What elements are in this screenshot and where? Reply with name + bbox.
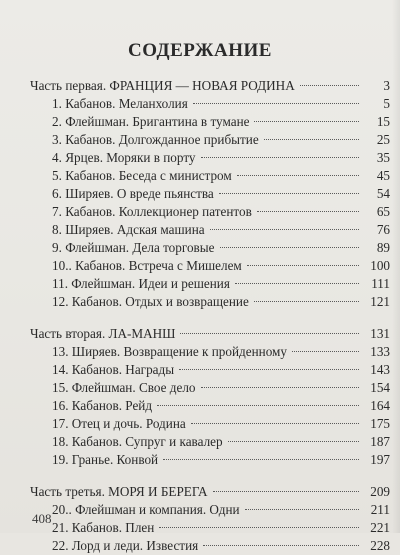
page-ref: 76 bbox=[376, 222, 390, 237]
leader-dots bbox=[201, 157, 360, 158]
leader-dots bbox=[245, 509, 359, 510]
leader-dots bbox=[220, 247, 360, 248]
chapter-title: 17. Отец и дочь. Родина bbox=[52, 416, 186, 431]
page-ref: 143 bbox=[370, 362, 390, 377]
toc-chapter bbox=[30, 451, 390, 469]
page-ref: 121 bbox=[370, 294, 390, 309]
chapter-title: 1. Кабанов. Меланхолия bbox=[52, 96, 188, 111]
toc-chapter bbox=[30, 257, 390, 275]
chapter-title: 16. Кабанов. Рейд bbox=[52, 398, 153, 413]
toc-chapter bbox=[30, 293, 390, 311]
toc-part bbox=[30, 483, 390, 501]
page-ref: 89 bbox=[376, 240, 390, 255]
leader-dots bbox=[235, 283, 359, 284]
page-ref: 45 bbox=[376, 168, 390, 183]
chapter-title: 13. Ширяев. Возвращение к пройденному bbox=[52, 344, 287, 359]
chapter-title: 2. Флейшман. Бригантина в тумане bbox=[52, 114, 250, 129]
page-ref: 154 bbox=[370, 380, 390, 395]
chapter-title: 4. Ярцев. Моряки в порту bbox=[52, 150, 196, 165]
leader-dots bbox=[201, 387, 359, 388]
leader-dots bbox=[157, 405, 359, 406]
leader-dots bbox=[193, 103, 359, 104]
page-ref: 133 bbox=[370, 344, 390, 359]
chapter-title: 12. Кабанов. Отдых и возвращение bbox=[52, 294, 249, 309]
chapter-title: 7. Кабанов. Коллекционер патентов bbox=[52, 204, 252, 219]
toc-chapter bbox=[30, 239, 390, 257]
toc-chapter bbox=[30, 397, 390, 415]
page-ref: 175 bbox=[370, 416, 390, 431]
chapter-title: 9. Флейшман. Дела торговые bbox=[52, 240, 215, 255]
leader-dots bbox=[159, 527, 359, 528]
toc-chapter bbox=[30, 203, 390, 221]
leader-dots bbox=[247, 265, 359, 266]
table-of-contents bbox=[30, 77, 390, 555]
page-number: 408 bbox=[32, 511, 52, 526]
chapter-title: 21. Кабанов. Плен bbox=[52, 520, 155, 535]
toc-chapter bbox=[30, 221, 390, 239]
page-ref: 187 bbox=[370, 434, 390, 449]
chapter-title: 11. Флейшман. Идеи и решения bbox=[52, 276, 230, 291]
toc-chapter bbox=[30, 501, 390, 519]
page-ref: 100 bbox=[370, 258, 390, 273]
page-ref: 111 bbox=[371, 276, 390, 291]
toc-chapter bbox=[30, 519, 390, 537]
chapter-title: 22. Лорд и леди. Известия bbox=[52, 538, 199, 553]
leader-dots bbox=[264, 139, 359, 140]
leader-dots bbox=[228, 441, 359, 442]
leader-dots bbox=[179, 369, 359, 370]
leader-dots bbox=[257, 211, 359, 212]
toc-chapter bbox=[30, 343, 390, 361]
toc-chapter bbox=[30, 275, 390, 293]
chapter-title: 18. Кабанов. Супруг и кавалер bbox=[52, 434, 223, 449]
leader-dots bbox=[237, 175, 359, 176]
toc-chapter bbox=[30, 537, 390, 555]
toc-chapter bbox=[30, 113, 390, 131]
leader-dots bbox=[254, 301, 359, 302]
part-title: Часть первая. ФРАНЦИЯ — НОВАЯ РОДИНА bbox=[30, 78, 295, 93]
page-title: СОДЕРЖАНИЕ bbox=[128, 40, 272, 61]
leader-dots bbox=[254, 121, 359, 122]
leader-dots bbox=[219, 193, 359, 194]
leader-dots bbox=[213, 491, 359, 492]
page-ref: 197 bbox=[370, 452, 390, 467]
leader-dots bbox=[300, 85, 359, 86]
toc-chapter bbox=[30, 415, 390, 433]
chapter-title: 10.. Кабанов. Встреча с Мишелем bbox=[52, 258, 242, 273]
leader-dots bbox=[163, 459, 359, 460]
chapter-title: 20.. Флейшман и компания. Одни bbox=[52, 502, 240, 517]
page-ref: 228 bbox=[370, 538, 390, 553]
leader-dots bbox=[203, 545, 359, 546]
page-ref: 164 bbox=[370, 398, 390, 413]
toc-chapter bbox=[30, 361, 390, 379]
chapter-title: 8. Ширяев. Адская машина bbox=[52, 222, 205, 237]
toc-chapter bbox=[30, 95, 390, 113]
page-ref: 15 bbox=[376, 114, 390, 129]
show-through-text bbox=[40, 0, 380, 30]
page-ref: 3 bbox=[383, 78, 390, 93]
chapter-title: 5. Кабанов. Беседа с министром bbox=[52, 168, 232, 183]
page-ref: 221 bbox=[370, 520, 390, 535]
chapter-title: 6. Ширяев. О вреде пьянства bbox=[52, 186, 214, 201]
page-edge-shadow bbox=[392, 0, 400, 533]
leader-dots bbox=[191, 423, 359, 424]
chapter-title: 3. Кабанов. Долгожданное прибытие bbox=[52, 132, 259, 147]
page-ref: 131 bbox=[370, 326, 390, 341]
page-ref: 5 bbox=[383, 96, 390, 111]
page-ref: 65 bbox=[376, 204, 390, 219]
toc-part bbox=[30, 77, 390, 95]
toc-part bbox=[30, 325, 390, 343]
toc-chapter bbox=[30, 185, 390, 203]
leader-dots bbox=[180, 333, 359, 334]
chapter-title: 15. Флейшман. Свое дело bbox=[52, 380, 196, 395]
leader-dots bbox=[292, 351, 359, 352]
part-title: Часть вторая. ЛА-МАНШ bbox=[30, 326, 176, 341]
page-ref: 54 bbox=[376, 186, 390, 201]
chapter-title: 14. Кабанов. Награды bbox=[52, 362, 175, 377]
chapter-title: 19. Гранье. Конвой bbox=[52, 452, 159, 467]
page-ref: 35 bbox=[376, 150, 390, 165]
page-ref: 209 bbox=[370, 484, 390, 499]
page-ref: 211 bbox=[370, 502, 390, 517]
toc-chapter bbox=[30, 149, 390, 167]
leader-dots bbox=[210, 229, 359, 230]
toc-chapter bbox=[30, 433, 390, 451]
toc-chapter bbox=[30, 379, 390, 397]
toc-chapter bbox=[30, 131, 390, 149]
toc-chapter bbox=[30, 167, 390, 185]
page-ref: 25 bbox=[376, 132, 390, 147]
part-title: Часть третья. МОРЯ И БЕРЕГА bbox=[30, 484, 208, 499]
